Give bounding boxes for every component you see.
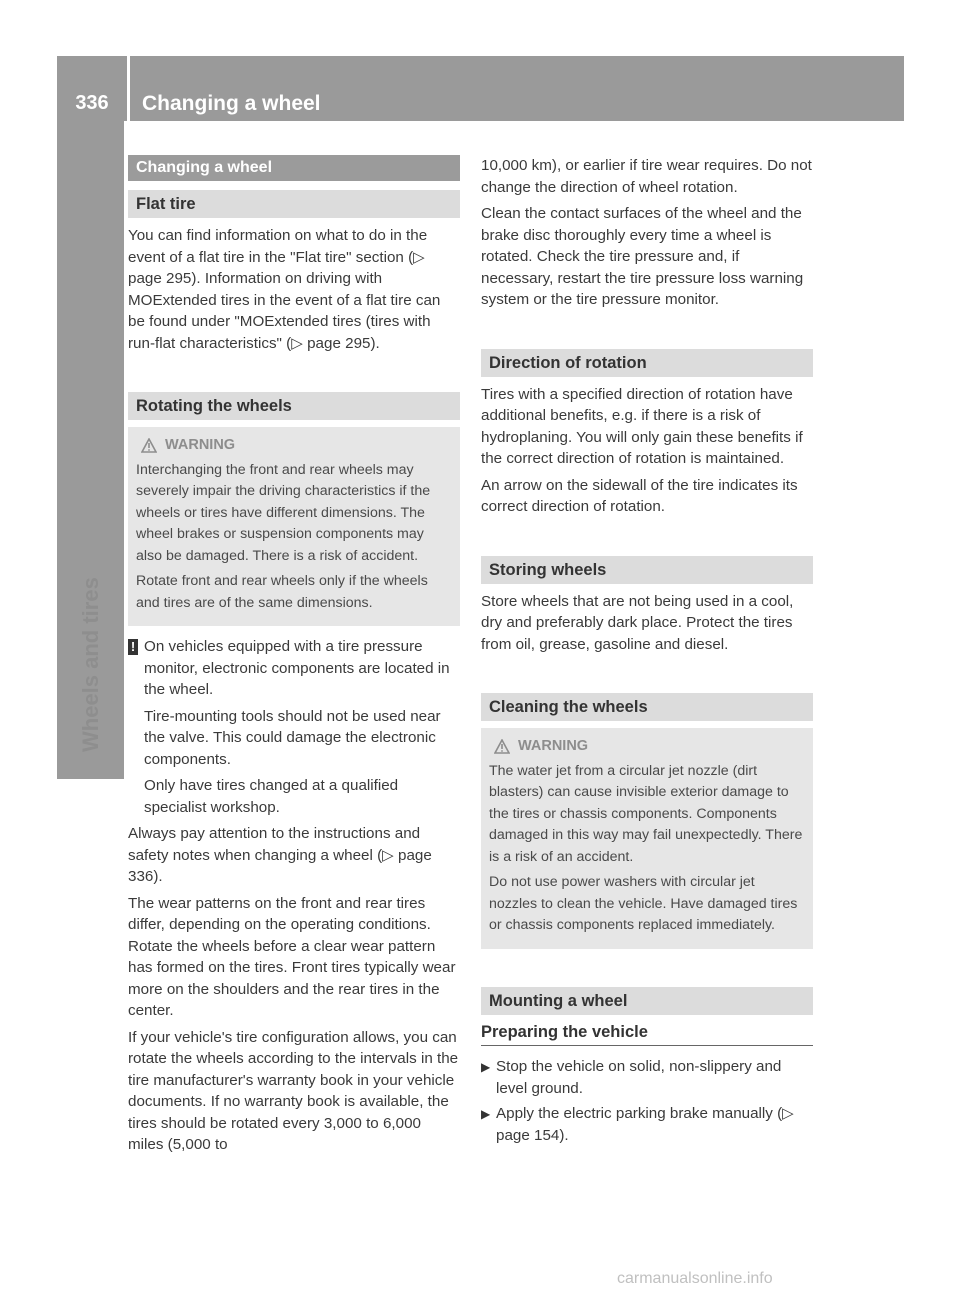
- warning-label: WARNING: [165, 437, 236, 453]
- watermark: carmanualsonline.info: [617, 1270, 773, 1287]
- chapter-title: Changing a wheel: [142, 92, 321, 115]
- step-text-1: Stop the vehicle on solid, non-slippery and level ground.: [496, 1058, 782, 1097]
- warning-box-cleaning: [481, 728, 813, 949]
- cleaning-warning-text-1: The water jet from a circular jet nozzle (dirt blasters) can cause invisible exterior damage to the tires or chassis components. Components damaged in this way may fail unexpectedly. There is a risk of an accident.: [489, 762, 803, 865]
- left-column: [128, 155, 460, 1161]
- warning-box-rotating: [128, 427, 460, 626]
- warning-triangle-icon: [141, 438, 157, 453]
- step-item: [481, 1103, 813, 1146]
- heading-direction-rotation: Direction of rotation: [481, 349, 813, 377]
- warning-title: [136, 435, 452, 457]
- heading-cleaning-wheels: Cleaning the wheels: [481, 693, 813, 721]
- heading-flat-tire: Flat tire: [128, 190, 460, 218]
- heading-mounting-wheel: Mounting a wheel: [481, 987, 813, 1015]
- note-text-2: Tire-mounting tools should not be used near the valve. This could damage the electronic components.: [144, 707, 441, 768]
- warning-text-1: Interchanging the front and rear wheels may severely impair the driving characteristics if the wheels or tires have different dimensions. The wheel brakes or suspension components may also be damaged. There is a risk of accident.: [136, 461, 431, 564]
- section-title-changing-wheel: Changing a wheel: [128, 155, 460, 181]
- step-item: [481, 1056, 813, 1099]
- warning-label-cleaning: WARNING: [518, 738, 589, 754]
- step-arrow-icon: ▶: [481, 1107, 491, 1121]
- warning-title-cleaning: [489, 736, 805, 758]
- rotating-text-1: Always pay attention to the instructions and safety notes when changing a wheel (▷ page 336).: [128, 825, 432, 885]
- side-tab-label: Wheels and tires: [78, 577, 103, 752]
- warning-triangle-icon: [494, 739, 510, 754]
- page-header: [57, 56, 904, 121]
- heading-rotating-wheels: Rotating the wheels: [128, 392, 460, 420]
- rotating-text-3: If your vehicle's tire configuration allows, you can rotate the wheels according to the intervals in the tire manufacturer's warranty book in your vehicle documents. If no warranty book is available, the tires should be rotated every 3,000 to 6,000 miles (5,000 to: [128, 1028, 459, 1153]
- warning-text-2: Rotate front and rear wheels only if the wheels and tires are of the same dimensions.: [136, 573, 428, 611]
- heading-storing-wheels: Storing wheels: [481, 556, 813, 584]
- step-text-2: Apply the electric parking brake manually (▷ page 154).: [496, 1105, 794, 1144]
- cleaning-warning-text-2: Do not use power washers with circular jet nozzles to clean the vehicle. Have damaged tires or chassis components replaced immediately.: [489, 874, 798, 933]
- note-text-3: Only have tires changed at a qualified specialist workshop.: [144, 777, 399, 816]
- direction-text-1: Tires with a specified direction of rotation have additional benefits, e.g. if there is a risk of hydroplaning. You will only gain these benefits if the correct direction of rotation is maintained.: [481, 385, 803, 467]
- step-arrow-icon: ▶: [481, 1060, 491, 1074]
- right-column: [481, 155, 813, 1150]
- continued-text-2: Clean the contact surfaces of the wheel and the brake disc thoroughly every time a wheel is rotated. Check the tire pressure and, if necessary, restart the tire pressure loss warning system or the tire pressure monitor.: [481, 205, 804, 308]
- direction-text-2: An arrow on the sidewall of the tire indicates its correct direction of rotation.: [481, 476, 798, 515]
- flat-tire-text: You can find information on what to do in the event of a flat tire in the "Flat tire" section (▷ page 295). Information on driving with MOExtended tires in the event of a flat tire can be found under "MOExtended tires (tires with run-flat characteristics" (▷ page 295).: [128, 227, 441, 352]
- continued-text-1: 10,000 km), or earlier if tire wear requires. Do not change the direction of wheel rotation.: [481, 157, 812, 196]
- storing-text: Store wheels that are not being used in a cool, dry and preferably dark place. Protect the tires from oil, grease, gasoline and diesel.: [481, 592, 794, 653]
- subheading-preparing-vehicle: Preparing the vehicle: [481, 1022, 813, 1047]
- exclamation-note-icon: !: [128, 639, 138, 655]
- note-tire-pressure: [128, 636, 460, 706]
- note-text-1: On vehicles equipped with a tire pressure monitor, electronic components are located in the wheel.: [144, 638, 450, 698]
- page-number: 336: [75, 92, 109, 114]
- rotating-text-2: The wear patterns on the front and rear tires differ, depending on the operating conditions. Rotate the wheels before a clear wear pattern has formed on the tires. Front tires typically wear more on the shoulders and the rear tires in the center.: [128, 894, 456, 1019]
